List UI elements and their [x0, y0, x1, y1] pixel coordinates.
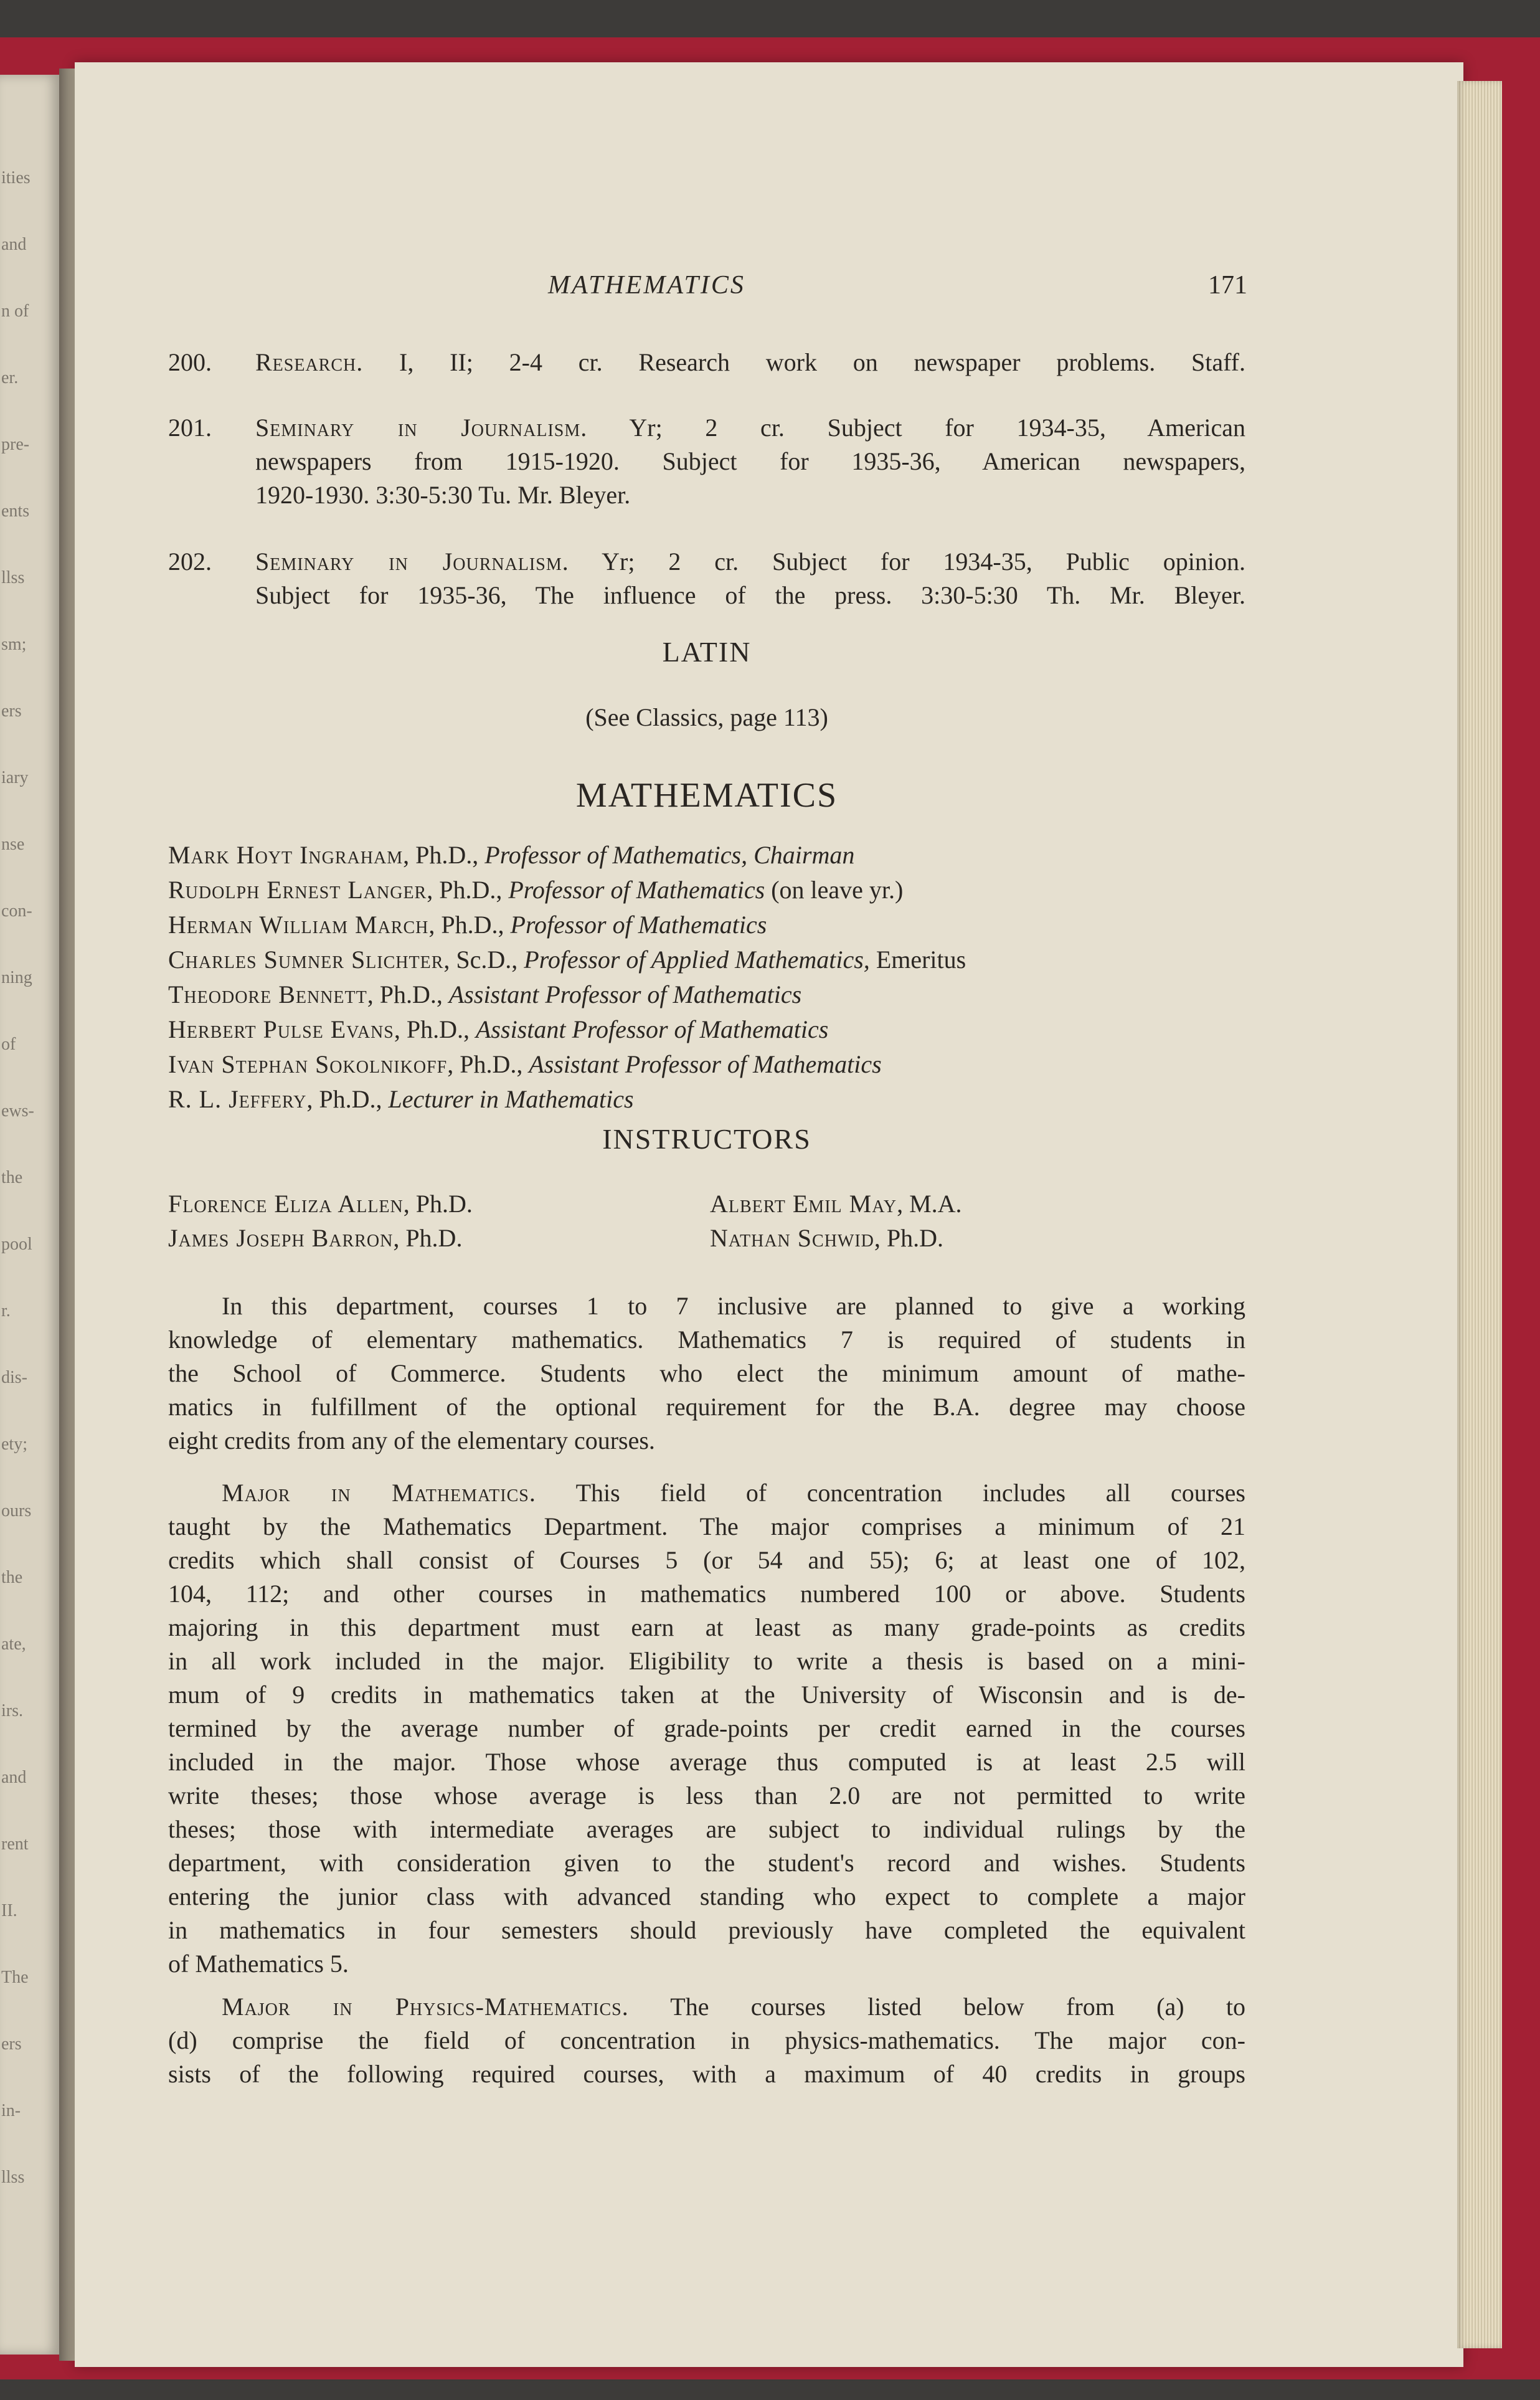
faculty-name: Herman William March: [168, 911, 429, 939]
faculty-member: [168, 1082, 966, 1117]
left-page-fragment: pre-: [1, 435, 30, 454]
page-number: 171: [1208, 271, 1247, 300]
faculty-member: [168, 908, 966, 942]
course-title: Seminary in Journalism.: [255, 548, 569, 576]
course-entry-200: [168, 346, 1245, 379]
course-text: I, II; 2-4 cr. Research work on newspaper problems. Staff.: [363, 348, 1245, 376]
paragraph-line: majoring in this department must earn at least as many grade-points as credits: [168, 1613, 1245, 1641]
faculty-title: Assistant Professor of Mathematics: [529, 1050, 882, 1078]
course-line: newspapers from 1915-1920. Subject for 1935-36, American newspapers,: [255, 447, 1245, 475]
course-title: Seminary in Journalism.: [255, 414, 588, 442]
course-entry-201: [168, 411, 1245, 512]
left-page-fragment: ities: [1, 168, 31, 187]
latin-note: (See Classics, page 113): [585, 703, 828, 731]
running-head: MATHEMATICS: [548, 271, 745, 300]
left-page-fragment: ers: [1, 2034, 22, 2054]
paragraph-line: the School of Commerce. Students who elect the minimum amount of mathe-: [168, 1359, 1245, 1387]
left-page-fragment: sm;: [1, 635, 27, 654]
instructor-degree: , M.A.: [897, 1190, 962, 1218]
paragraph-line: credits which shall consist of Courses 5 (or 54 and 55); 6; at least one of 102,: [168, 1546, 1245, 1574]
paragraph-line: Major in Physics-Mathematics. The courses listed below from (a) to: [222, 1993, 1245, 2021]
left-page-fragment: iary: [1, 768, 29, 787]
instructor-degree: , Ph.D.: [393, 1224, 463, 1252]
major-in-physics-mathematics-paragraph: [168, 1990, 1245, 2091]
paragraph-line: mum of 9 credits in mathematics taken at the University of Wisconsin and is de-: [168, 1681, 1245, 1709]
paragraph-line: taught by the Mathematics Department. The major comprises a minimum of 21: [168, 1512, 1245, 1540]
faculty-member: [168, 873, 966, 908]
instructor-barron: [168, 1221, 462, 1256]
faculty-title: Assistant Professor of Mathematics: [448, 980, 802, 1008]
left-page-fragment: ate,: [1, 1634, 26, 1654]
faculty-degree: , Ph.D.,: [427, 876, 509, 904]
faculty-note: (on leave yr.): [765, 876, 904, 904]
paragraph-line: In this department, courses 1 to 7 inclusive are planned to give a working: [222, 1292, 1245, 1320]
page-edge-stack: [1457, 81, 1502, 2348]
course-line: [255, 346, 1245, 379]
left-page-fragment: pool: [1, 1235, 32, 1254]
faculty-name: Charles Sumner Slichter: [168, 946, 444, 974]
course-line: Seminary in Journalism. Yr; 2 cr. Subject for 1934-35, American: [255, 414, 1245, 442]
mathematics-heading: MATHEMATICS: [575, 776, 838, 815]
faculty-degree: , Ph.D.,: [306, 1085, 389, 1113]
paragraph-line: in all work included in the major. Eligibility to write a thesis is based on a mini-: [168, 1647, 1245, 1675]
left-page-fragment: of: [1, 1035, 16, 1054]
instructor-name: Albert Emil May: [710, 1190, 897, 1218]
course-line: Subject for 1935-36, The influence of the press. 3:30-5:30 Th. Mr. Bleyer.: [255, 581, 1245, 609]
instructor-allen: [168, 1187, 473, 1221]
left-page-fragment: llss: [1, 568, 25, 587]
instructor-name: Florence Eliza Allen: [168, 1190, 404, 1218]
paragraph-line: knowledge of elementary mathematics. Mathematics 7 is required of students in: [168, 1326, 1245, 1354]
left-page-fragment: n of: [1, 301, 29, 321]
course-line: Seminary in Journalism. Yr; 2 cr. Subject for 1934-35, Public opinion.: [255, 548, 1245, 576]
faculty-title: Assistant Professor of Mathematics: [476, 1015, 829, 1043]
faculty-name: R. L. Jeffery: [168, 1085, 307, 1113]
left-page-fragment: the: [1, 1568, 23, 1587]
left-page-fragment: rent: [1, 1834, 29, 1854]
faculty-member: [168, 942, 966, 977]
paragraph-lead: Major in Physics-Mathematics.: [222, 1993, 629, 2021]
course-line: 1920-1930. 3:30-5:30 Tu. Mr. Bleyer.: [255, 481, 631, 509]
faculty-degree: , Ph.D.,: [403, 841, 485, 869]
course-number: 201.: [168, 414, 212, 442]
left-page-fragment: ours: [1, 1501, 32, 1520]
left-page-fragment: irs.: [1, 1701, 23, 1720]
faculty-title: Professor of Mathematics: [510, 911, 767, 939]
faculty-name: Herbert Pulse Evans: [168, 1015, 394, 1043]
faculty-name: Theodore Bennett: [168, 980, 367, 1008]
faculty-degree: , Ph.D.,: [447, 1050, 529, 1078]
left-page-fragment: The: [1, 1968, 29, 1987]
left-page-fragment: llss: [1, 2168, 25, 2187]
paragraph-line: sists of the following required courses, with a maximum of 40 credits in groups: [168, 2060, 1245, 2088]
faculty-member: [168, 838, 966, 873]
faculty-member: [168, 1012, 966, 1047]
intro-paragraph: [168, 1289, 1245, 1458]
faculty-title: Professor of Mathematics, Chairman: [484, 841, 855, 869]
faculty-degree: , Ph.D.,: [367, 980, 449, 1008]
instructor-degree: , Ph.D.: [874, 1224, 944, 1252]
left-page-fragment: ety;: [1, 1435, 27, 1454]
paragraph-line: included in the major. Those whose average thus computed is at least 2.5 will: [168, 1748, 1245, 1776]
left-page-fragment: dis-: [1, 1368, 27, 1387]
left-page-fragment: the: [1, 1168, 23, 1187]
faculty-degree: , Ph.D.,: [428, 911, 511, 939]
paragraph-line: (d) comprise the field of concentration in physics-mathematics. The major con-: [168, 2026, 1245, 2054]
faculty-degree: , Sc.D.,: [443, 946, 524, 974]
faculty-list: [168, 838, 966, 1117]
paragraph-line: department, with consideration given to the student's record and wishes. Students: [168, 1849, 1245, 1877]
faculty-member: [168, 1047, 966, 1082]
faculty-name: Ivan Stephan Sokolnikoff: [168, 1050, 448, 1078]
instructors-heading: INSTRUCTORS: [602, 1123, 811, 1155]
faculty-degree: , Ph.D.,: [394, 1015, 476, 1043]
faculty-name: Rudolph Ernest Langer: [168, 876, 427, 904]
major-in-mathematics-paragraph: [168, 1476, 1245, 1981]
faculty-name: Mark Hoyt Ingraham: [168, 841, 404, 869]
paragraph-line: Major in Mathematics. This field of concentration includes all courses: [222, 1479, 1245, 1507]
faculty-title: Professor of Mathematics: [508, 876, 765, 904]
latin-heading: LATIN: [662, 636, 752, 668]
left-page-fragment: er.: [1, 368, 19, 387]
instructor-schwid: [710, 1221, 943, 1256]
faculty-note: Emeritus: [869, 946, 966, 974]
left-page-fragment: and: [1, 235, 27, 254]
left-page-fragment: ews-: [1, 1101, 34, 1121]
left-page-fragment: II.: [1, 1901, 17, 1920]
left-page-fragment: in-: [1, 2101, 21, 2120]
instructor-degree: , Ph.D.: [403, 1190, 473, 1218]
paragraph-line: eight credits from any of the elementary courses.: [168, 1426, 655, 1454]
course-number: 202.: [168, 548, 212, 576]
instructor-name: James Joseph Barron: [168, 1224, 394, 1252]
left-page-fragment: con-: [1, 901, 32, 921]
paragraph-line: of Mathematics 5.: [168, 1950, 349, 1978]
left-page-fragment: ning: [1, 968, 32, 987]
left-page-fragment: ents: [1, 501, 30, 521]
faculty-member: [168, 977, 966, 1012]
course-title: Research.: [255, 348, 364, 376]
left-page-fragment: nse: [1, 835, 25, 854]
paragraph-line: 104, 112; and other courses in mathematics numbered 100 or above. Students: [168, 1580, 1245, 1608]
left-facing-page: [0, 75, 59, 2355]
paragraph-lead: Major in Mathematics.: [222, 1479, 536, 1507]
paragraph-line: write theses; those whose average is less than 2.0 are not permitted to write: [168, 1781, 1245, 1809]
faculty-title: Professor of Applied Mathematics,: [524, 946, 870, 974]
left-page-fragment: and: [1, 1768, 27, 1787]
course-number: 200.: [168, 348, 212, 376]
instructor-may: [710, 1187, 962, 1221]
paragraph-line: termined by the average number of grade-points per credit earned in the courses: [168, 1714, 1245, 1742]
paragraph-line: matics in fulfillment of the optional requirement for the B.A. degree may choose: [168, 1393, 1245, 1421]
paragraph-line: theses; those with intermediate averages are subject to individual rulings by the: [168, 1815, 1245, 1843]
paragraph-line: in mathematics in four semesters should previously have completed the equivalent: [168, 1916, 1245, 1944]
left-page-fragment: ers: [1, 701, 22, 721]
course-entry-202: [168, 545, 1245, 612]
faculty-title: Lecturer in Mathematics: [388, 1085, 634, 1113]
left-page-fragment: r.: [1, 1301, 11, 1321]
paragraph-line: entering the junior class with advanced standing who expect to complete a major: [168, 1882, 1245, 1910]
instructor-name: Nathan Schwid: [710, 1224, 874, 1252]
